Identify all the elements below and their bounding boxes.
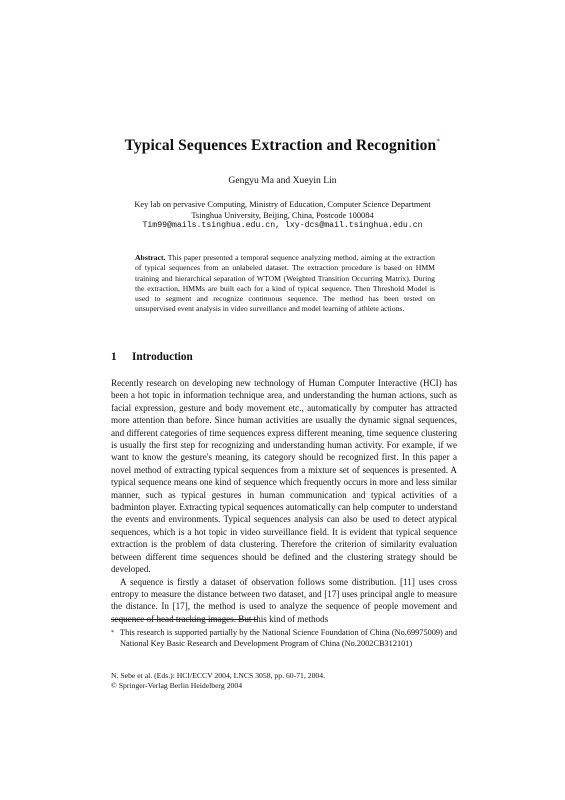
title-text: Typical Sequences Extraction and Recognition [124, 137, 437, 154]
footnote-mark: * [111, 630, 114, 636]
footnote-divider [111, 619, 258, 620]
affiliation-line-1: Key lab on pervasive Computing, Ministry of Education, Computer Science Department [134, 200, 431, 209]
abstract [135, 253, 435, 315]
section-title: Introduction [132, 351, 193, 363]
footnote [111, 628, 457, 649]
section-body [111, 377, 457, 625]
affiliation-block [0, 200, 565, 232]
citation-line-2: © Springer-Verlag Berlin Heidelberg 2004 [111, 681, 243, 691]
title-footnote-link[interactable]: * [436, 137, 441, 146]
section-number: 1 [111, 351, 117, 363]
authors: Gengyu Ma and Xueyin Lin [228, 175, 337, 186]
citation-block [111, 671, 325, 692]
author-emails: Tim99@mails.tsinghua.edu.cn, lxy-dcs@mail.tsinghua.edu.cn [142, 221, 423, 231]
paper-title [0, 137, 565, 155]
section-heading [111, 351, 193, 363]
footnote-text: This research is supported partially by the National Science Foundation of China (No.69975009) and National Key Basic Research and Development Program of China (No.2002CB312101) [120, 628, 457, 648]
abstract-text: This paper presented a temporal sequence analyzing method, aiming at the extraction of typical sequences from an unlabeled dataset. The extraction procedure is based on HMM training and hierarchical separation of WTOM (Weighted Transition Occurring Matrix). During the extraction, HMMs are built each for a kind of typical sequence. Then Threshold Model is used to segment and recognize continuous sequence. The method has been tested on unsupervised event analysis in video surveillance and model learning of athlete actions. [135, 253, 435, 314]
abstract-label: Abstract. [135, 253, 166, 262]
affiliation-line-2: Tsinghua University, Beijing, China, Postcode 100084 [191, 210, 374, 220]
paragraph-2: A sequence is firstly a dataset of observation follows some distribution. [11] uses cross entropy to measure the distance between two dataset, and [17] uses principal angle to measure the distance. In [17], the method is used to analyze the sequence of people movement and sequence of head tracking images. But this kind of methods [111, 576, 457, 624]
paragraph-1: Recently research on developing new technology of Human Computer Interactive (HCI) has been a hot topic in information technique area, and understanding the human actions, such as facial expression, gesture and body movement etc., automatically by computer has attracted more attention than before. Since human activities are usually the dynamic signal sequences, and different categories of time sequences express different meaning, time sequence clustering is usually the first step for recognizing and understanding human activity. For example, if we want to know the gesture's meaning, its category should be recognized first. In this paper a novel method of extracting typical sequences from a mixture set of sequences is presented. A typical sequence means one kind of sequence which frequently occurs in more and less similar manner, such as typical gestures in human communication and typical activities of a badminton player. Extracting typical sequences automatically can help computer to understand the events and environments. Typical sequences analysis can also be used to detect atypical sequences, which is a hot topic in video surveillance field. It is evident that typical sequence extraction is the problem of data clustering. Therefore the criterion of similarity evaluation between different time sequences should be defined and the clustering strategy should be developed. [111, 378, 457, 575]
citation-line-1: N. Sebe et al. (Eds.): HCI/ECCV 2004, LNCS 3058, pp. 60-71, 2004. [111, 671, 326, 680]
